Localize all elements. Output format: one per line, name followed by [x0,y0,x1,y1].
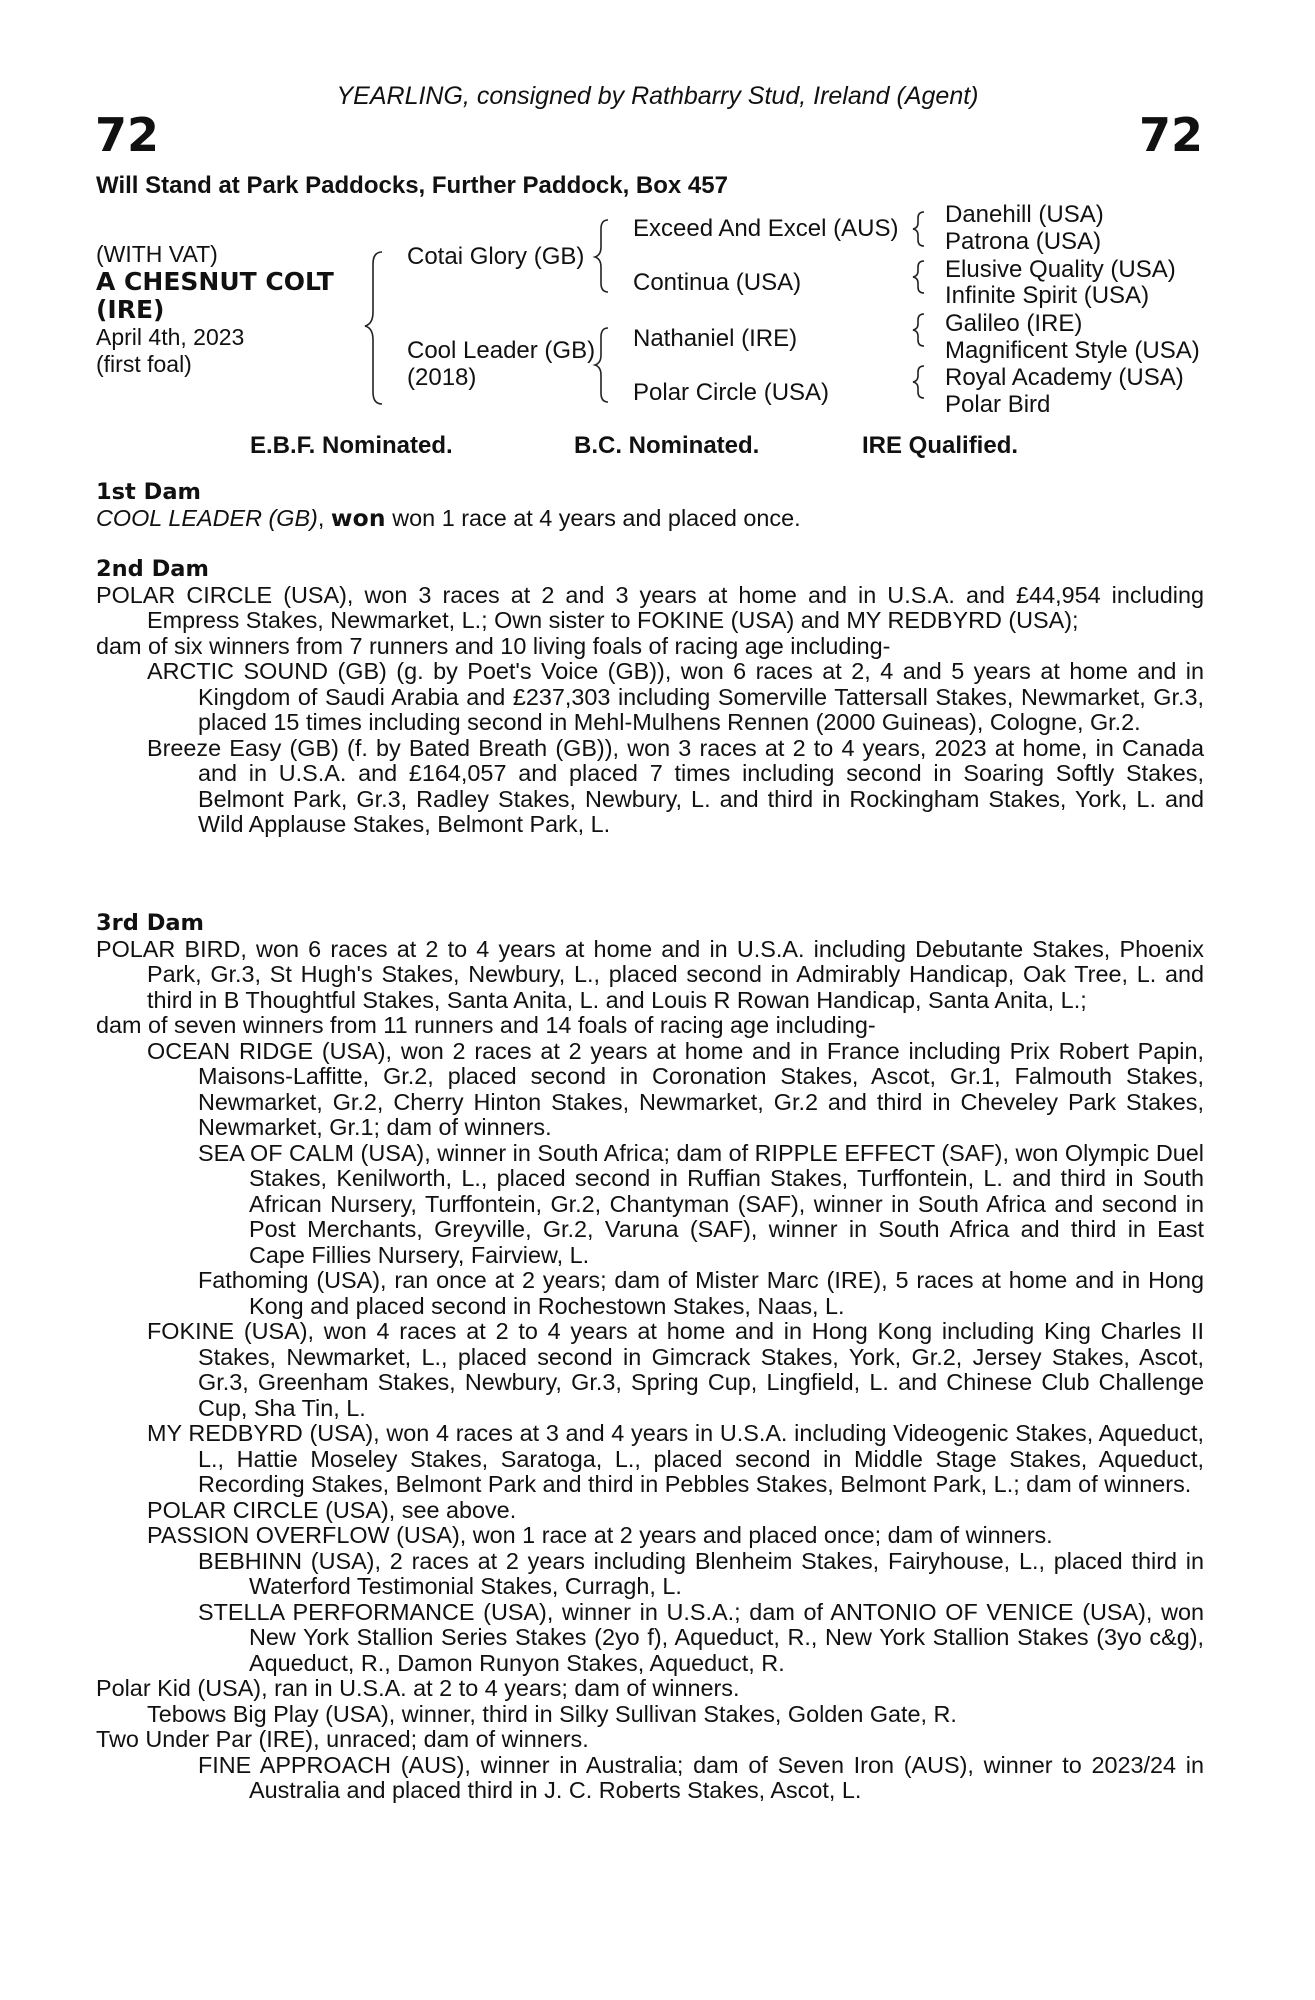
first-dam-section [96,480,1204,531]
gg-8: Polar Bird [945,391,1051,418]
third-dam-p9: PASSION OVERFLOW (USA), won 1 race at 2 years and placed once; dam of winners. [147,1522,1053,1548]
horse-description: A CHESNUT COLT [96,267,334,296]
third-dam-section [96,911,1204,1804]
consignment-line: YEARLING, consigned by Rathbarry Stud, Ireland (Agent) [336,82,979,110]
bc-nominated: B.C. Nominated. [574,432,760,459]
gg-6: Magnificent Style (USA) [945,337,1200,364]
third-dam-p3: OCEAN RIDGE (USA), won 2 races at 2 years at home and in France including Prix Robert Papin, Maisons-Laffitte, Gr.2, placed second in Coronation Stakes, Ascot, Gr.1, Falmouth Stakes, Newmarket, Gr.2, Cherry Hinton Stakes, Newmarket, Gr.2 and third in Cheveley Park Stakes, Newmarket, Gr.1; dam of winners. [147,1037,1204,1140]
third-dam-p11: STELLA PERFORMANCE (USA), winner in U.S.A.; dam of ANTONIO OF VENICE (USA), won New York Stallion Series Stakes (2yo f), Aqueduct, R., New York Stallion Stakes (3yo c&g), Aqueduct, R., Damon Runyon Stakes, Aqueduct, R. [198,1598,1204,1676]
gg-4: Infinite Spirit (USA) [945,282,1150,309]
third-dam-p10: BEBHINN (USA), 2 races at 2 years including Blenheim Stakes, Fairyhouse, L., placed third in Waterford Testimonial Stakes, Curragh, L. [198,1547,1204,1599]
third-dam-p15: FINE APPROACH (AUS), winner in Australia; dam of Seven Iron (AUS), winner to 2023/24 in Australia and placed third in J. C. Roberts Stakes, Ascot, L. [198,1751,1204,1803]
sire-sire: Exceed And Excel (AUS) [633,215,899,242]
gg-5: Galileo (IRE) [945,310,1083,337]
vat-note: (WITH VAT) [96,241,218,267]
gg-7: Royal Academy (USA) [945,364,1184,391]
first-dam-text: COOL LEADER (GB), won won 1 race at 4 years and placed once. [96,503,801,532]
foaling-date: April 4th, 2023 [96,324,245,350]
third-dam-p1: POLAR BIRD, won 6 races at 2 to 4 years at home and in U.S.A. including Debutante Stakes, Phoenix Park, Gr.3, St Hugh's Stakes, Newbury, L., placed second in Admirably Handicap, Oak Tree, L. and third in B Thoughtful Stakes, Santa Anita, L. and Louis R Rowan Handicap, Santa Anita, L.; [96,935,1204,1013]
second-dam-p2: dam of six winners from 7 runners and 10 living foals of racing age including- [96,632,891,659]
first-dam-heading: 1st Dam [96,479,201,505]
third-dam-p4: SEA OF CALM (USA), winner in South Africa; dam of RIPPLE EFFECT (SAF), won Olympic Duel Stakes, Kenilworth, L., placed second in Ruffian Stakes, Turffontein, L. and third in South African Nursery, Turffontein, Gr.2, Chantyman (SAF), winner in South Africa and second in Post Merchants, Greyville, Gr.2, Varuna (SAF), winner in South Africa and third in East Cape Fillies Nursery, Fairview, L. [198,1139,1204,1268]
third-dam-p12: Polar Kid (USA), ran in U.S.A. at 2 to 4 years; dam of winners. [96,1675,740,1701]
third-dam-p6: FOKINE (USA), won 4 races at 2 to 4 years at home and in Hong Kong including King Charles II Stakes, Newmarket, L., placed second in Gimcrack Stakes, York, Gr.2, Jersey Stakes, Ascot, Gr.3, Greenham Stakes, Newbury, Gr.3, Spring Cup, Lingfield, L. and Chinese Club Challenge Cup, Sha Tin, L. [147,1318,1204,1421]
ebf-nominated: E.B.F. Nominated. [250,432,453,459]
lot-number-left: 72 [95,108,160,162]
dam-year: (2018) [407,364,477,391]
first-dam-record: won 1 race at 4 years and placed once. [392,504,801,531]
horse-info [96,241,334,378]
second-dam-p4: Breeze Easy (GB) (f. by Bated Breath (GB)), won 3 races at 2 to 4 years, 2023 at home, in Canada and in U.S.A. and £164,057 and placed 7 times including second in Soaring Softly Stakes, Belmont Park, Gr.3, Radley Stakes, Newbury, L. and third in Rockingham Stakes, York, L. and Wild Applause Stakes, Belmont Park, L. [147,734,1204,837]
second-dam-section [96,557,1204,838]
lot-number-right: 72 [1138,108,1203,162]
first-dam-name: COOL LEADER (GB) [96,504,318,531]
dam-dam: Polar Circle (USA) [633,379,830,406]
brace-sire [595,220,608,292]
third-dam-p2: dam of seven winners from 11 runners and 14 foals of racing age including- [96,1012,876,1038]
third-dam-heading: 3rd Dam [96,910,204,936]
sire-name: Cotai Glory (GB) [407,243,585,270]
brace-dam [595,328,608,402]
dam-sire: Nathaniel (IRE) [633,325,798,352]
brace-main [365,252,382,404]
sire-dam: Continua (USA) [633,269,802,296]
third-dam-p13: Tebows Big Play (USA), winner, third in Silky Sullivan Stakes, Golden Gate, R. [147,1700,957,1727]
second-dam-heading: 2nd Dam [96,556,209,582]
second-dam-p3: ARCTIC SOUND (GB) (g. by Poet's Voice (GB)), won 6 races at 2, 4 and 5 years at home and in Kingdom of Saudi Arabia and £237,303 including Somerville Tattersall Stakes, Newmarket, Gr.3, placed 15 times including second in Mehl-Mulhens Rennen (2000 Guineas), Cologne, Gr.2. [147,658,1204,735]
third-dam-p5: Fathoming (USA), ran once at 2 years; dam of Mister Marc (IRE), 5 races at home and in Hong Kong and placed second in Rochestown Stakes, Naas, L. [198,1267,1204,1319]
dam-name: Cool Leader (GB) [407,337,596,364]
gg-2: Patrona (USA) [945,228,1102,255]
third-dam-p7: MY REDBYRD (USA), won 4 races at 3 and 4 years in U.S.A. including Videogenic Stakes, Aqueduct, L., Hattie Moseley Stakes, Saratoga, L., placed second in Middle Stage Stakes, Aqueduct, Recording Stakes, Belmont Park and third in Pebbles Stakes, Belmont Park, L.; dam of winners. [147,1420,1204,1497]
ire-qualified: IRE Qualified. [862,432,1019,459]
stand-location: Will Stand at Park Paddocks, Further Paddock, Box 457 [96,172,728,199]
second-dam-p1: POLAR CIRCLE (USA), won 3 races at 2 and 3 years at home and in U.S.A. and £44,954 including Empress Stakes, Newmarket, L.; Own sister to FOKINE (USA) and MY REDBYRD (USA); [96,581,1204,633]
third-dam-p8: POLAR CIRCLE (USA), see above. [147,1496,517,1523]
gg-3: Elusive Quality (USA) [945,256,1176,283]
gg-1: Danehill (USA) [945,201,1104,228]
third-dam-p14: Two Under Par (IRE), unraced; dam of winners. [96,1726,589,1752]
horse-country: (IRE) [96,295,165,324]
foal-note: (first foal) [96,351,192,377]
